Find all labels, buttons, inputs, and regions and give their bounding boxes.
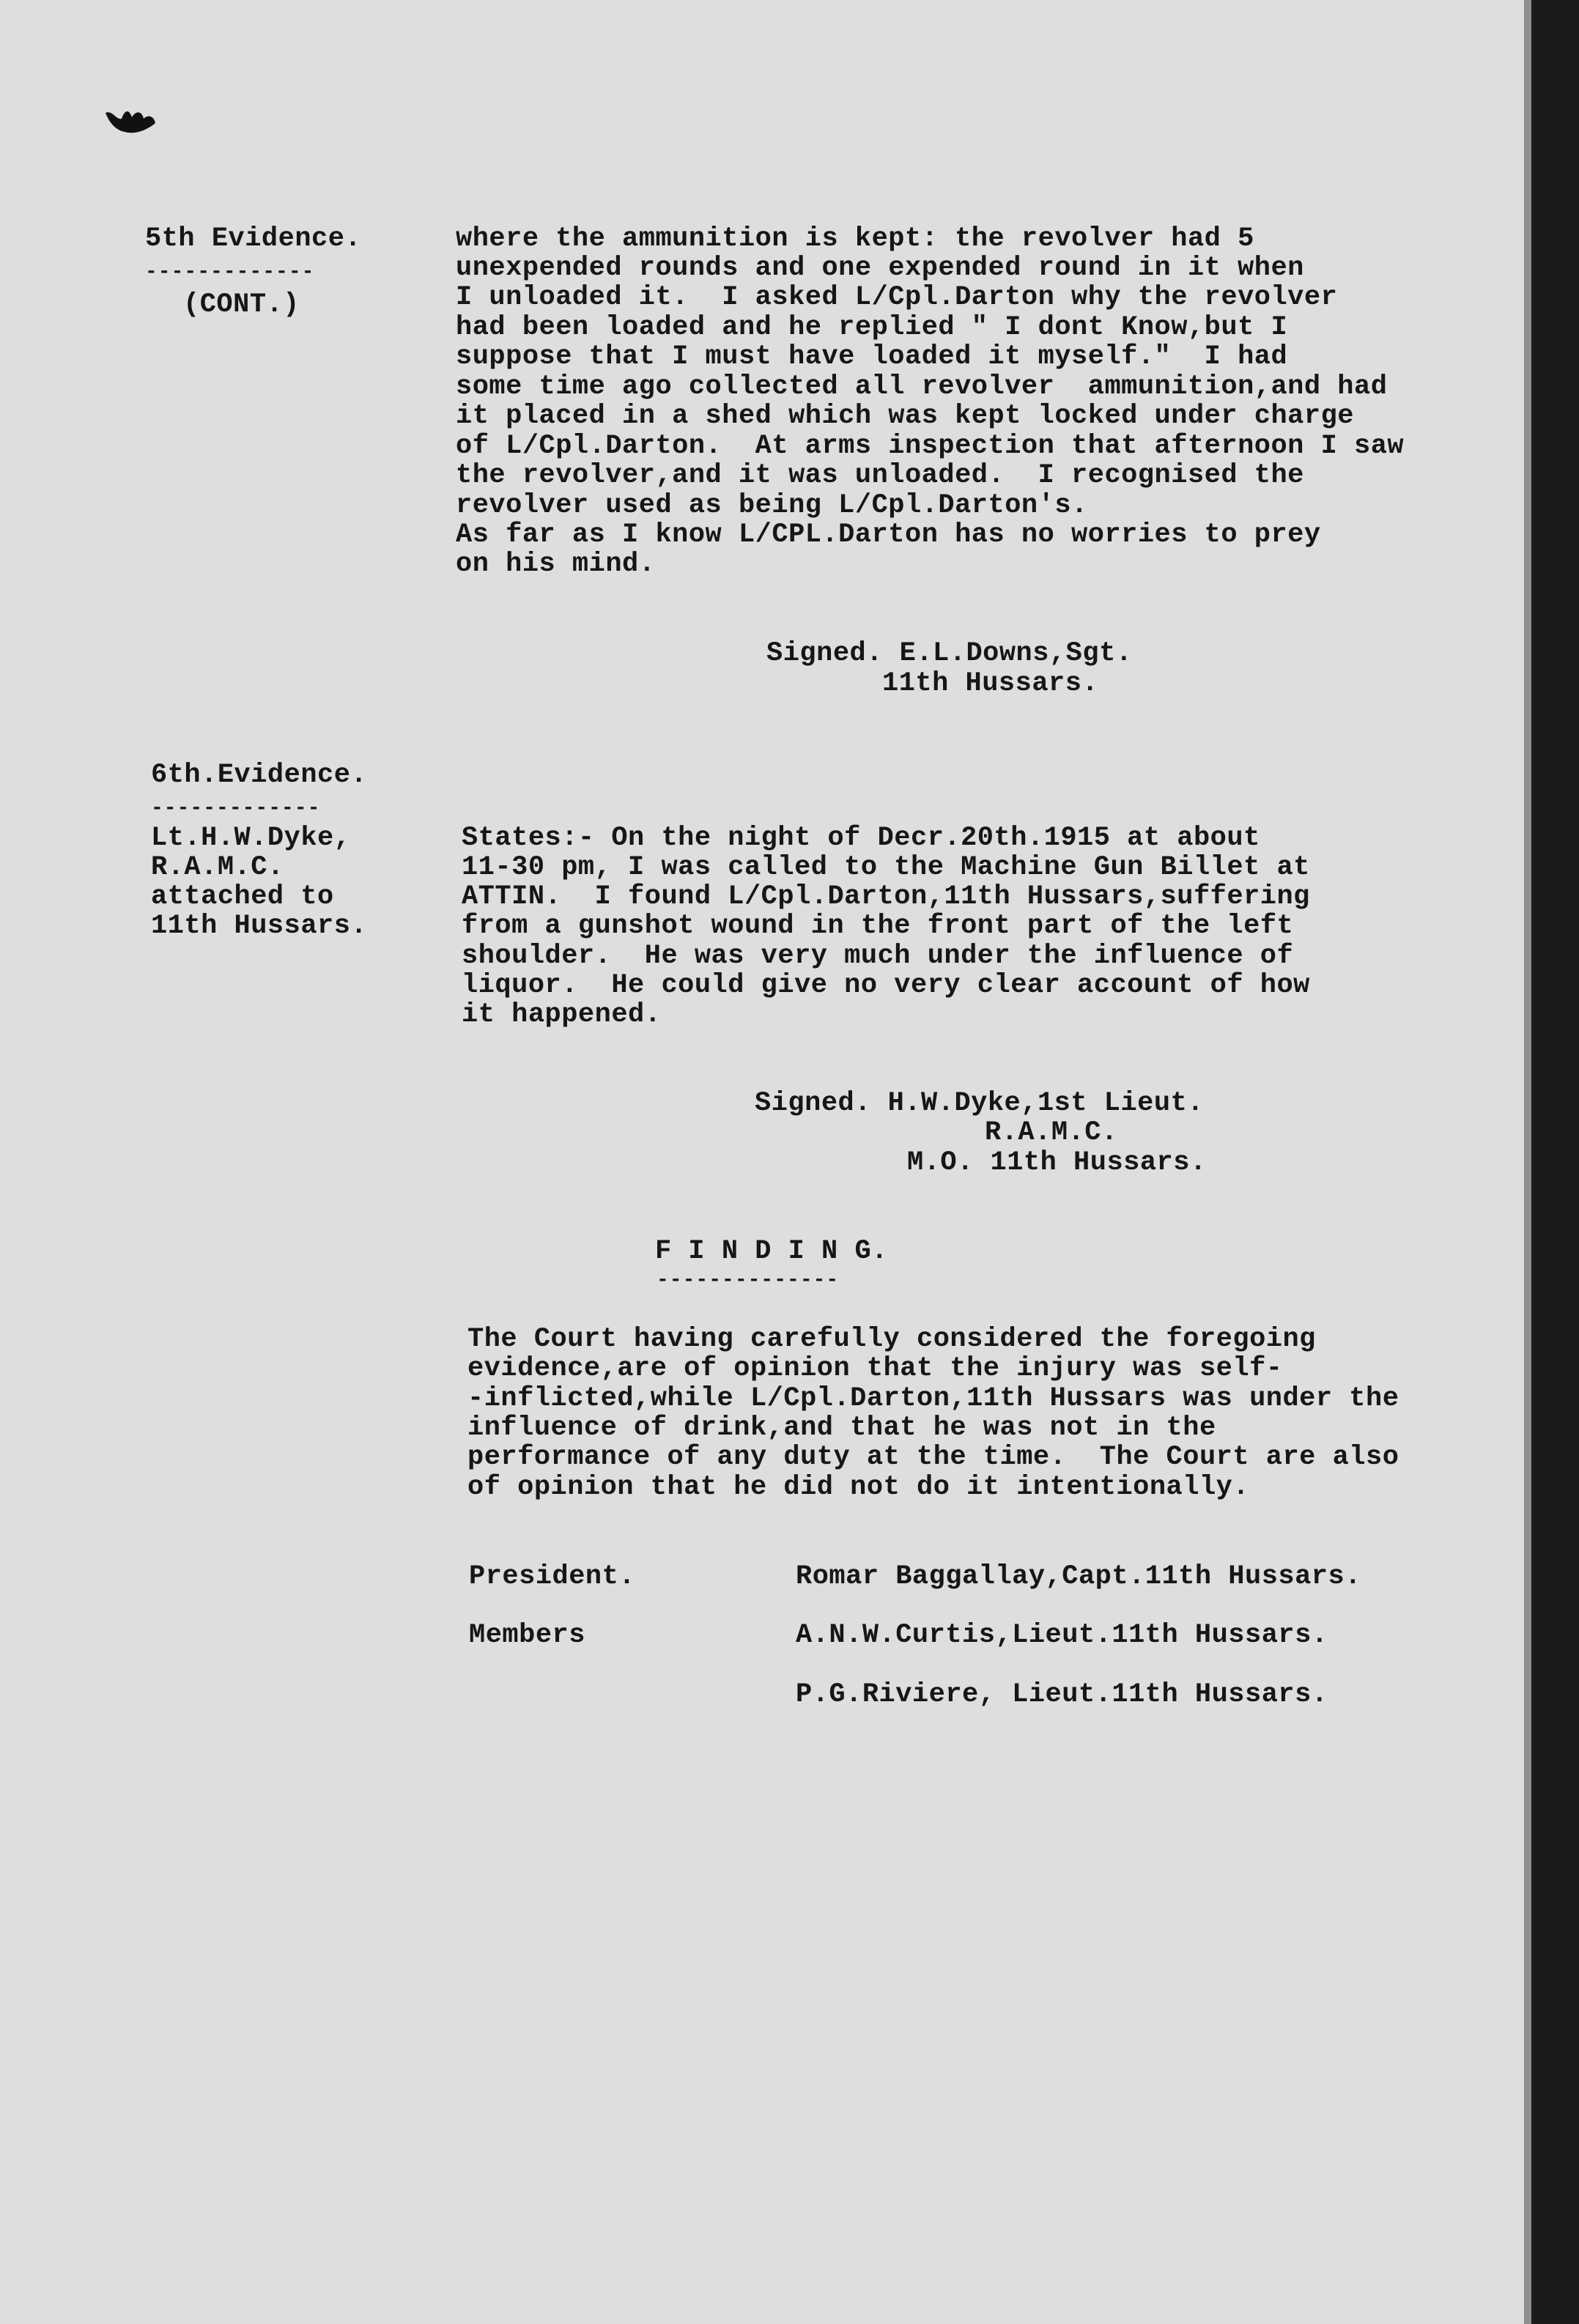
section6-heading: 6th.Evidence. bbox=[151, 760, 368, 791]
section5-line: had been loaded and he replied " I dont Know,but I bbox=[456, 312, 1288, 343]
section6-signature-corps: R.A.M.C. bbox=[985, 1117, 1118, 1148]
section5-line: As far as I know L/CPL.Darton has no worries to prey bbox=[456, 519, 1321, 550]
finding-line: influence of drink,and that he was not in the bbox=[467, 1413, 1216, 1443]
section6-witness-line: Lt.H.W.Dyke, bbox=[151, 823, 351, 854]
section5-line: of L/Cpl.Darton. At arms inspection that afternoon I saw bbox=[456, 431, 1405, 462]
section6-line: from a gunshot wound in the front part of the left bbox=[462, 911, 1294, 941]
section6-witness-line: 11th Hussars. bbox=[151, 911, 368, 941]
finding-line: -inflicted,while L/Cpl.Darton,11th Hussars was under the bbox=[467, 1383, 1399, 1414]
ink-blot-mark bbox=[103, 103, 161, 139]
section6-signature-line: Signed. H.W.Dyke,1st Lieut. bbox=[755, 1088, 1204, 1119]
member-name: P.G.Riviere, Lieut.11th Hussars. bbox=[796, 1679, 1328, 1710]
finding-line: performance of any duty at the time. The Court are also bbox=[467, 1442, 1399, 1473]
president-label: President. bbox=[469, 1561, 636, 1592]
finding-heading-underline: -------------- bbox=[657, 1269, 840, 1292]
section5-line: some time ago collected all revolver ammunition,and had bbox=[456, 371, 1388, 402]
section5-line: it placed in a shed which was kept locked under charge bbox=[456, 401, 1354, 432]
section6-line: ATTIN. I found L/Cpl.Darton,11th Hussars,suffering bbox=[462, 881, 1310, 912]
finding-heading: F I N D I N G. bbox=[655, 1236, 888, 1267]
section6-witness-line: R.A.M.C. bbox=[151, 852, 284, 883]
section5-cont-label: (CONT.) bbox=[183, 289, 300, 320]
section5-signature-unit: 11th Hussars. bbox=[882, 668, 1099, 699]
section6-line: shoulder. He was very much under the influence of bbox=[462, 941, 1294, 972]
member-name: A.N.W.Curtis,Lieut.11th Hussars. bbox=[796, 1620, 1328, 1651]
finding-line: of opinion that he did not do it intentionally. bbox=[467, 1472, 1250, 1503]
section5-line: suppose that I must have loaded it myself." I had bbox=[456, 341, 1288, 372]
page-edge-shadow bbox=[1524, 0, 1531, 2324]
finding-line: The Court having carefully considered the foregoing bbox=[467, 1324, 1316, 1355]
section5-line: on his mind. bbox=[456, 549, 656, 580]
section6-heading-underline: ------------- bbox=[151, 797, 321, 820]
section6-witness-line: attached to bbox=[151, 881, 334, 912]
members-label: Members bbox=[469, 1620, 585, 1651]
section6-line: 11-30 pm, I was called to the Machine Gun Billet at bbox=[462, 852, 1310, 883]
section5-line: revolver used as being L/Cpl.Darton's. bbox=[456, 490, 1088, 521]
finding-line: evidence,are of opinion that the injury was self- bbox=[467, 1353, 1283, 1384]
section6-line: it happened. bbox=[462, 999, 662, 1030]
section6-signature-unit: M.O. 11th Hussars. bbox=[907, 1147, 1207, 1178]
section5-line: the revolver,and it was unloaded. I recognised the bbox=[456, 460, 1304, 491]
section5-line: I unloaded it. I asked L/Cpl.Darton why the revolver bbox=[456, 282, 1338, 313]
section6-line: States:- On the night of Decr.20th.1915 at about bbox=[462, 823, 1260, 854]
section5-signature-line: Signed. E.L.Downs,Sgt. bbox=[766, 638, 1133, 669]
section5-line: unexpended rounds and one expended round in it when bbox=[456, 253, 1304, 284]
section5-line: where the ammunition is kept: the revolver had 5 bbox=[456, 223, 1254, 254]
section5-heading-underline: ------------- bbox=[145, 261, 315, 284]
section5-heading: 5th Evidence. bbox=[145, 223, 362, 254]
section6-line: liquor. He could give no very clear account of how bbox=[462, 970, 1310, 1001]
president-name: Romar Baggallay,Capt.11th Hussars. bbox=[796, 1561, 1361, 1592]
